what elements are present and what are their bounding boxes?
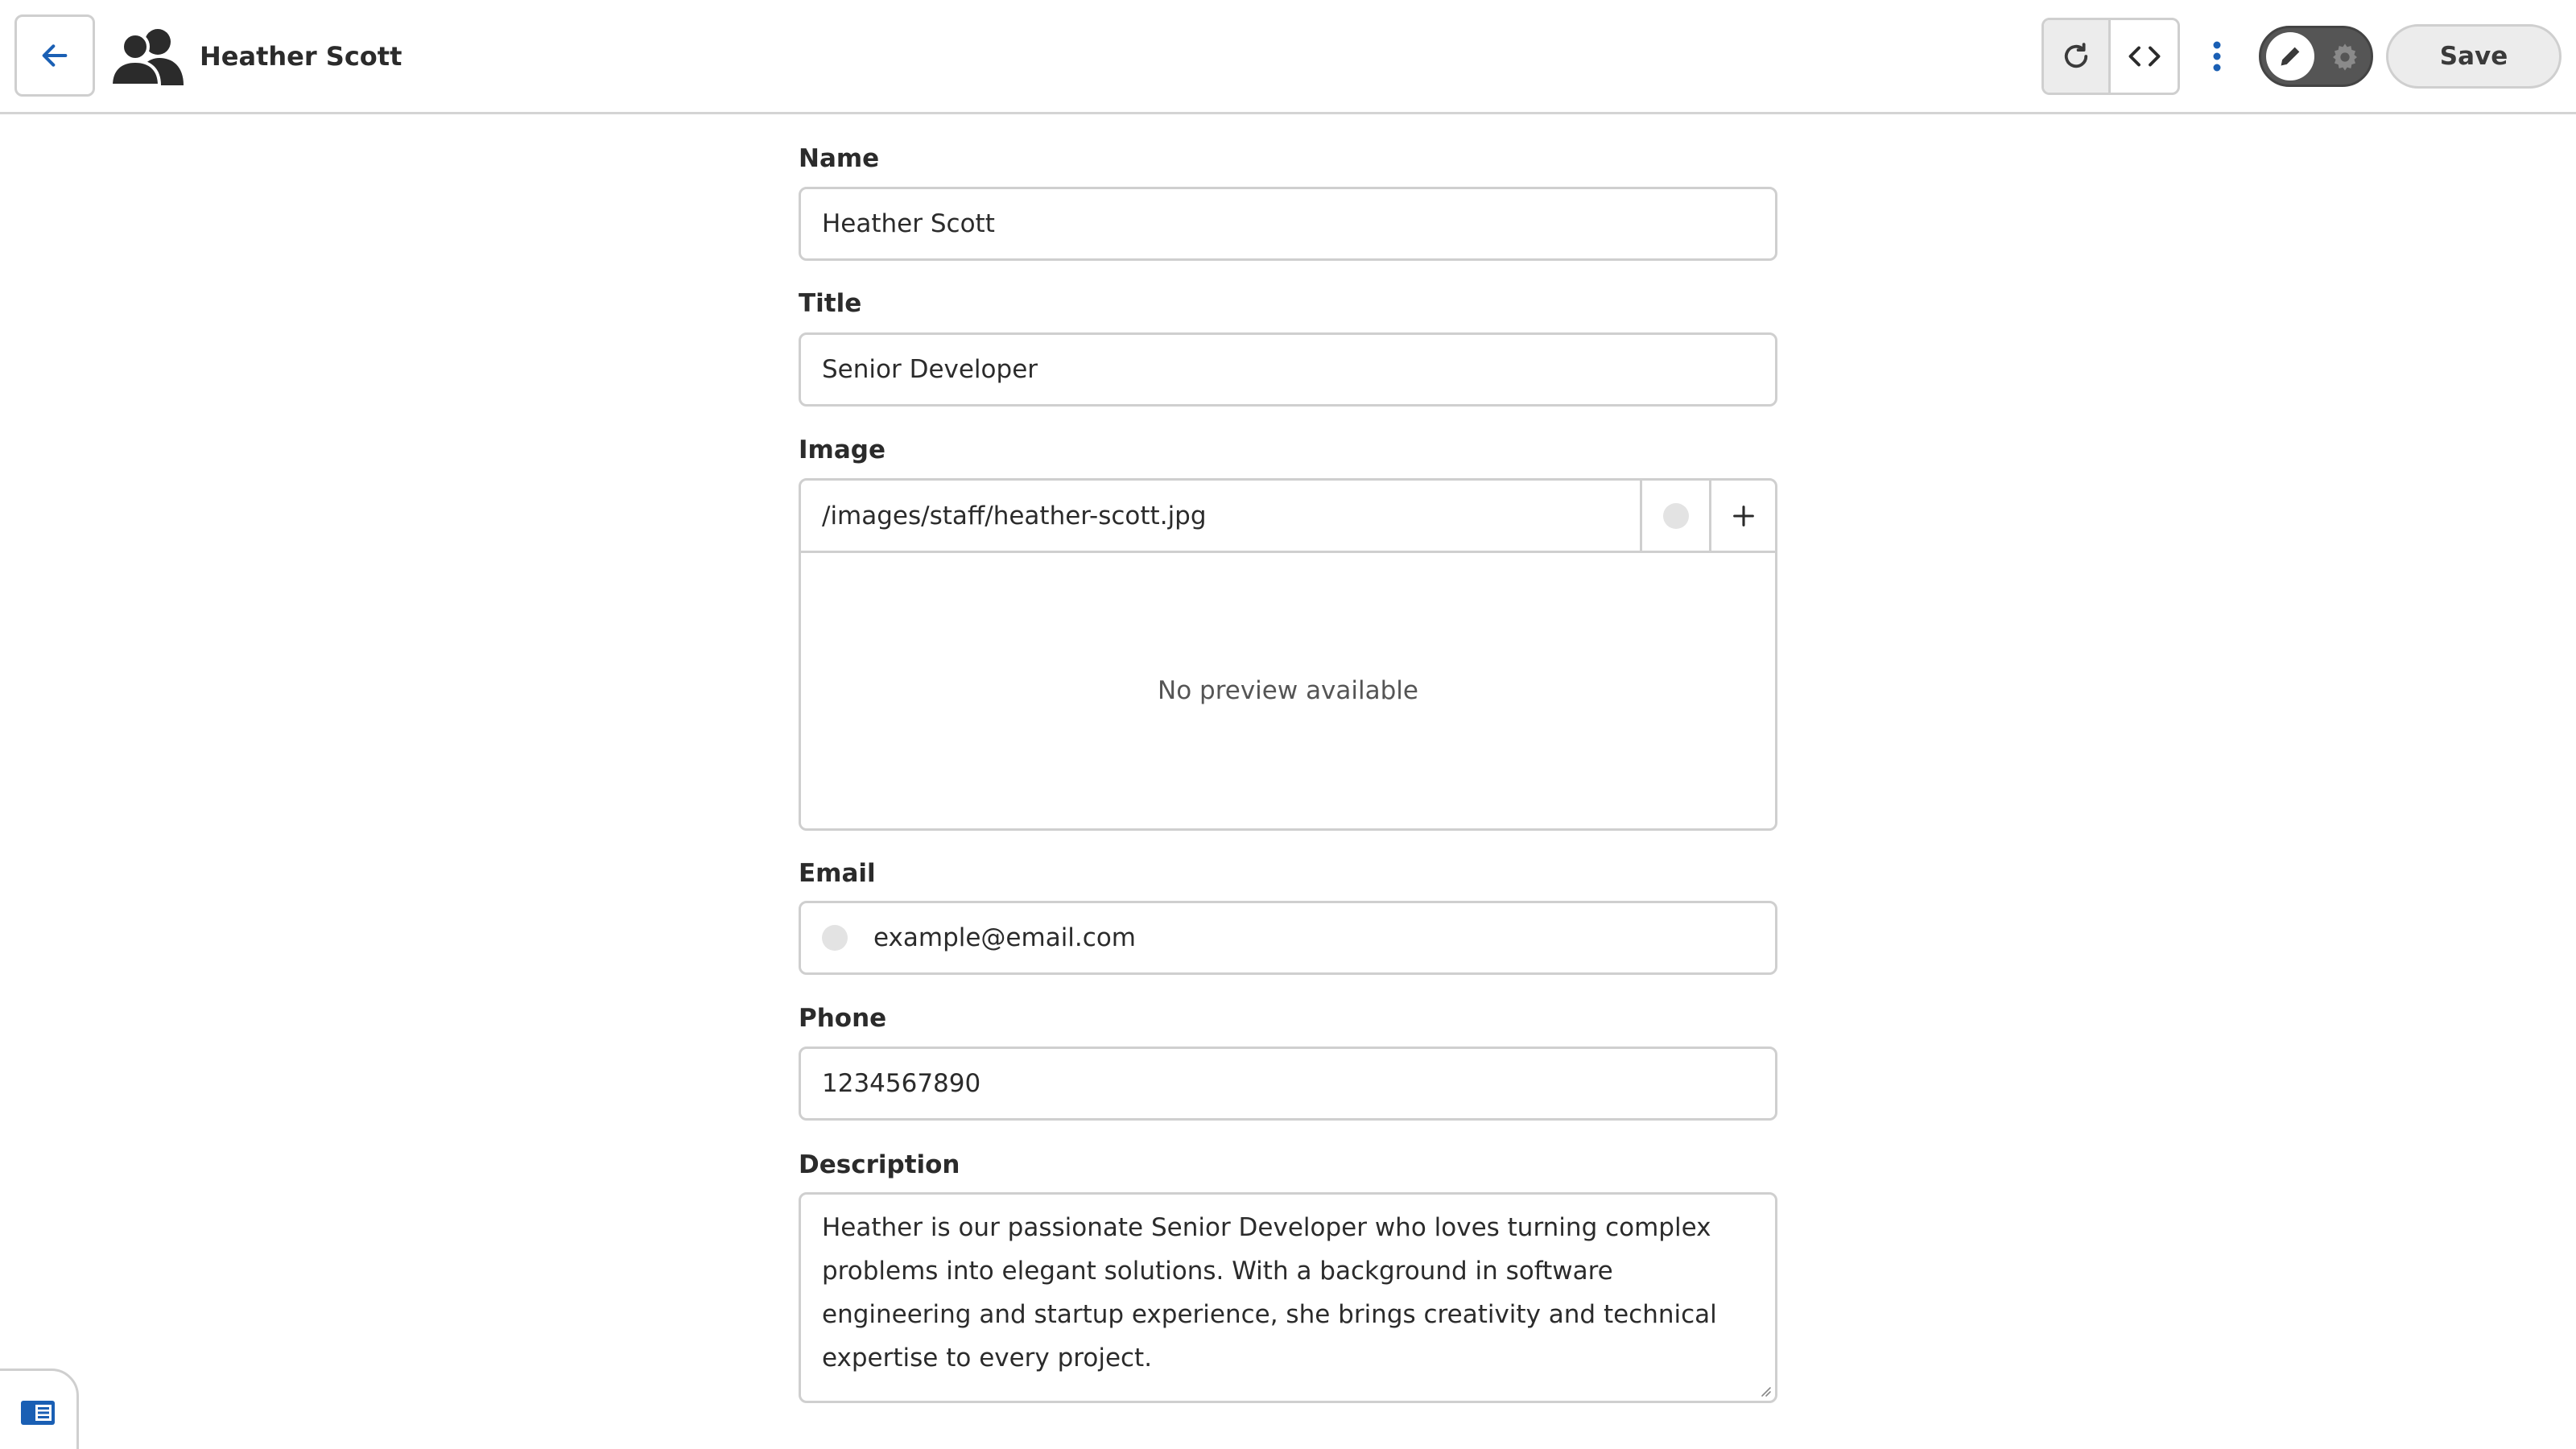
title-input[interactable]: Senior Developer (799, 332, 1777, 407)
app-header (0, 0, 2576, 114)
name-label: Name (799, 144, 880, 173)
view-toggle-group (2041, 18, 2180, 95)
document-title: Heather Scott (200, 41, 402, 72)
image-field (799, 478, 1777, 831)
image-label: Image (799, 436, 886, 464)
description-textarea[interactable] (799, 1192, 1777, 1403)
phone-input[interactable]: 1234567890 (799, 1046, 1777, 1121)
resize-handle-icon[interactable] (1757, 1383, 1772, 1397)
plus-icon (1730, 502, 1757, 530)
description-text: Heather is our passionate Senior Developer who loves turning complex problems into elegant solutions. With a background in software engineering and startup experience, she brings creativity and technical expertise to every project. (822, 1213, 1717, 1373)
description-label: Description (799, 1150, 960, 1179)
edit-mode-toggle[interactable] (2259, 26, 2373, 87)
people-icon (109, 27, 185, 85)
pencil-icon (2277, 43, 2304, 70)
more-options-button[interactable] (2194, 27, 2240, 85)
name-input[interactable]: Heather Scott (799, 187, 1777, 261)
sidebar-panel-icon (19, 1398, 56, 1427)
status-dot-icon (1663, 503, 1689, 529)
email-input[interactable] (799, 901, 1777, 975)
add-image-button[interactable] (1709, 481, 1775, 551)
gear-icon (2327, 39, 2363, 75)
image-preview: No preview available (1158, 676, 1418, 705)
image-input-row (801, 481, 1775, 553)
email-label: Email (799, 859, 876, 888)
email-value: example@email.com (873, 923, 1136, 952)
image-status-indicator (1640, 481, 1709, 551)
more-vertical-icon (2211, 40, 2223, 72)
refresh-button[interactable] (2044, 20, 2111, 93)
arrow-left-icon (39, 39, 71, 72)
code-view-button[interactable] (2111, 20, 2178, 93)
image-path-input[interactable]: /images/staff/heather-scott.jpg (822, 501, 1207, 530)
phone-label: Phone (799, 1004, 887, 1033)
sidebar-toggle-button[interactable] (0, 1368, 79, 1449)
refresh-icon (2059, 39, 2093, 73)
email-status-icon (822, 925, 848, 951)
back-button[interactable] (14, 14, 95, 97)
edit-mode-knob (2266, 32, 2314, 80)
title-label: Title (799, 289, 862, 318)
code-icon (2128, 39, 2161, 73)
save-button[interactable]: Save (2386, 24, 2562, 89)
